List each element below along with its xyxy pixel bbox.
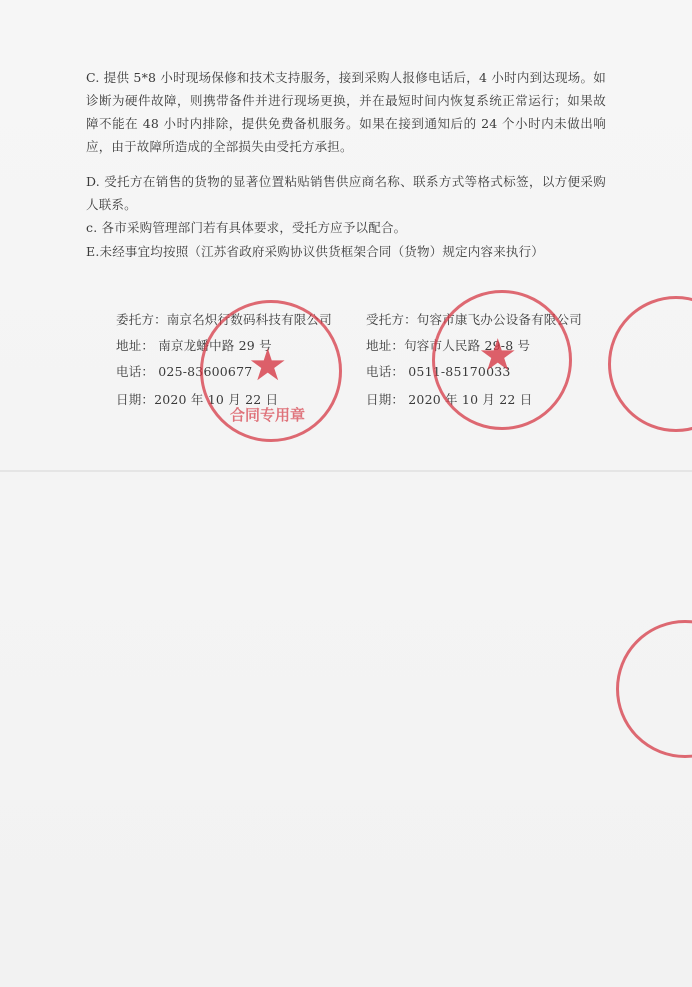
agent-date: 日期： 2020 年 10 月 22 日 [366,392,533,407]
principal-name: 委托方：南京名炽行数码科技有限公司 [116,312,332,327]
principal-address: 地址： 南京龙蟠中路 29 号 [116,338,272,353]
fold-line [0,470,692,472]
principal-date: 日期：2020 年 10 月 22 日 [116,392,279,407]
principal-phone: 电话： 025-83600677 [116,364,253,379]
agent-phone: 电话： 0511-85170033 [366,364,511,379]
clause-c-cooperation: c. 各市采购管理部门若有具体要求，受托方应予以配合。 [86,220,407,235]
clause-c-service: C. 提供 5*8 小时现场保修和技术支持服务，接到采购人报修电话后，4 小时内到达现场。如诊断为硬件故障，则携带备件并进行现场更换，并在最短时间内恢复系统正常运行；如果故障不能在 48 小时内排除，提供免费备机服务。如果在接到通知后的 24 个小时内未做出响应，由于故障所造成的全部损失由受托方承担。 [86,70,606,154]
agent-address: 地址：句容市人民路 29-8 号 [366,338,531,353]
clause-d-labels: D. 受托方在销售的货物的显著位置粘贴销售供应商名称、联系方式等格式标签，以方便采购人联系。 [86,174,606,212]
document-page: C. 提供 5*8 小时现场保修和技术支持服务，接到采购人报修电话后，4 小时内到达现场。如诊断为硬件故障，则携带备件并进行现场更换，并在最短时间内恢复系统正常运行；如果故障不能在 48 小时内排除，提供免费备机服务。如果在接到通知后的 24 个小时内未做出响应，由于故障所造成的全部损失由受托方承担。 D. 受托方在销售的货物的显著位置粘贴销售供应商名称、联系方式等格式标签，以方便采购人联系。 c. 各市采购管理部门若有具体要求，受托方应予以配合。 E.未经事宜均按照（江苏省政府采购协议供货框架合同（货物）规定内容来执行） 委托方：南京名炽行数码科技有限公司 地址： 南京龙蟠中路 29 号 电话： 025-83600677 日期：2020 年 10 月 22 日 受托方：句容市康飞办公设备有限公司 地址：句容市人民路 29-8 号 电话： 0511-85170033 日期： 2020 年 10 月 22 日 ★ 合同专用章 ★ [0,0,692,987]
agent-name: 受托方：句容市康飞办公设备有限公司 [366,312,582,327]
clause-e-unspecified: E.未经事宜均按照（江苏省政府采购协议供货框架合同（货物）规定内容来执行） [86,244,544,259]
